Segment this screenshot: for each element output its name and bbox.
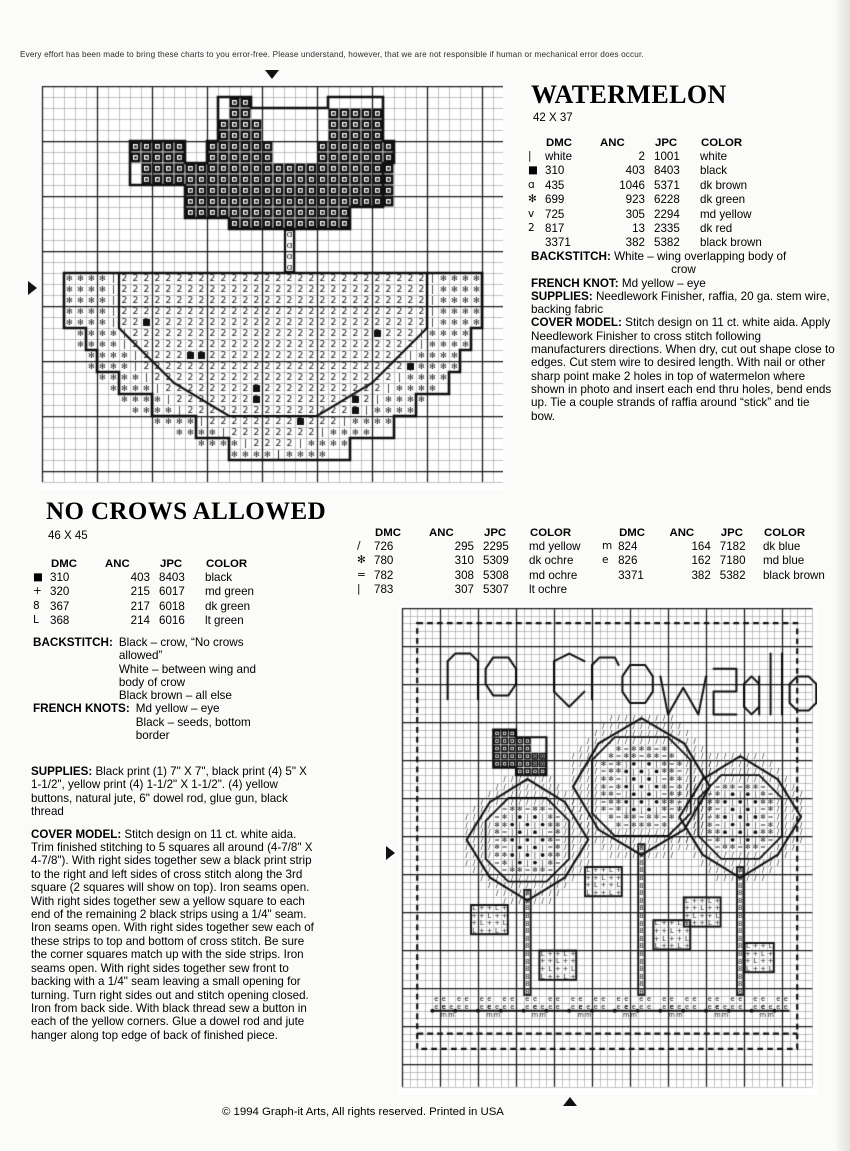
- palette-dmc: 320: [50, 585, 70, 599]
- palette-dmc: 368: [50, 614, 70, 628]
- palette-anc: 2: [638, 150, 645, 163]
- palette-color: dk blue: [762, 540, 801, 553]
- col-symbol: [357, 526, 374, 540]
- palette-jpc: 5308: [483, 568, 509, 582]
- palette-dmc: white: [545, 150, 573, 163]
- palette-jpc: 5382: [719, 568, 746, 582]
- palette-anc: 217: [130, 599, 150, 613]
- col-symbol: [33, 557, 50, 571]
- palette-anc: 403: [130, 571, 150, 584]
- palette-anc: 215: [130, 585, 150, 599]
- watermelon-title: WATERMELON: [531, 80, 727, 109]
- col-color: COLOR: [206, 558, 248, 570]
- palette-color: black: [700, 164, 728, 178]
- palette-jpc: 5382: [654, 236, 680, 250]
- crows-palette-table-3: [602, 526, 850, 583]
- palette-row: [33, 585, 299, 599]
- watermelon-cover-line: [531, 316, 836, 422]
- palette-dmc: 699: [545, 193, 565, 207]
- watermelon-frenchknot-line: [531, 277, 836, 290]
- col-dmc: DMC: [619, 527, 646, 539]
- palette-row: [602, 540, 850, 554]
- palette-symbol: [528, 236, 545, 250]
- table-header-row: [357, 526, 623, 540]
- crows-cover-paragraph: [31, 828, 316, 1043]
- col-dmc: DMC: [51, 558, 77, 570]
- palette-color: black brown: [762, 568, 825, 582]
- col-jpc: JPC: [160, 558, 183, 570]
- palette-symbol: [602, 569, 618, 583]
- palette-anc: 305: [625, 207, 645, 221]
- palette-color: lt green: [205, 614, 244, 628]
- palette-symbol: e: [602, 554, 609, 567]
- french-knot-line: border: [135, 729, 170, 743]
- palette-row: [528, 193, 794, 207]
- palette-symbol: ■: [528, 164, 538, 177]
- backstitch-line: body of crow: [118, 675, 186, 689]
- palette-symbol: m: [602, 540, 613, 552]
- palette-dmc: 726: [374, 540, 394, 553]
- palette-anc: 162: [691, 554, 711, 568]
- palette-symbol: L: [33, 614, 39, 627]
- palette-row: [602, 554, 850, 568]
- palette-jpc: 2295: [483, 540, 509, 553]
- palette-color: dk green: [205, 599, 251, 613]
- backstitch-line: Black brown – all else: [118, 689, 232, 703]
- supplies-label: SUPPLIES:: [531, 289, 593, 303]
- palette-dmc: 725: [545, 207, 565, 221]
- palette-anc: 295: [454, 540, 474, 553]
- palette-dmc: 817: [545, 222, 565, 236]
- palette-row: [528, 236, 794, 250]
- crows-palette-body-1: [33, 571, 299, 629]
- palette-color: white: [700, 150, 728, 163]
- crows-palette-body-3: [602, 540, 850, 583]
- palette-symbol: ✻: [528, 193, 537, 206]
- cover-model-label: COVER MODEL:: [31, 827, 122, 841]
- crows-frenchknots-row: [33, 702, 333, 742]
- palette-jpc: 6017: [159, 585, 185, 599]
- palette-dmc: 783: [374, 583, 394, 597]
- copyright-notice: © 1994 Graph-it Arts, All rights reserved. Printed in USA: [222, 1106, 504, 1118]
- crows-bottom-center-marker: [563, 1097, 577, 1106]
- palette-row: [528, 164, 794, 178]
- palette-jpc: 6016: [159, 614, 185, 628]
- palette-color: black brown: [700, 236, 762, 250]
- palette-row: [357, 569, 623, 583]
- crows-size: 46 X 45: [48, 530, 88, 542]
- palette-dmc: 826: [618, 554, 638, 568]
- col-anc: ANC: [669, 527, 695, 539]
- palette-dmc: 782: [374, 568, 394, 582]
- watermelon-palette-table: [528, 136, 794, 251]
- backstitch-label: BACKSTITCH:: [33, 636, 113, 649]
- backstitch-line: White – between wing and: [118, 662, 256, 676]
- watermelon-left-center-marker: [28, 281, 37, 295]
- palette-symbol: |: [357, 583, 361, 596]
- crows-left-center-marker: [386, 846, 395, 860]
- palette-symbol: 2: [528, 222, 535, 235]
- french-knot-line: Black – seeds, bottom: [135, 715, 251, 729]
- palette-dmc: 3371: [545, 236, 571, 250]
- crows-backstitch-row: [33, 636, 333, 702]
- palette-dmc: 310: [545, 164, 565, 178]
- cover-model-value: Stitch design on 11 ct. white aida. Trim finished stitching to 5 squares all around (4-7/8" X 4-7/8"). With right sides together sew a black print strip to the right and left sides of cross stitch along the 3rd square (2 squares will show on top). Iron seams open. With right sides together sew a yellow square to each end of the remaining 2 black strips using a 1/4" seam. Iron seams open. With right sides together sew each of these strips to top and bottom of cross stitch. Be sure the corner squares match up with the side strips. Iron seams open. With right sides together sew front to backing with a 1/4" seam leaving a small opening for turning. Turn right sides out and stitch opening closed. Iron from back side. With black thread sew a button in each of the yellow corners. Glue a dowel rod and jute hanger along top edge of back of finished piece.: [31, 827, 314, 1042]
- palette-jpc: 5309: [483, 554, 509, 568]
- palette-dmc: 780: [374, 554, 394, 568]
- backstitch-value: White – wing overlapping body of: [614, 250, 787, 263]
- watermelon-backstitch-line-2: crow: [671, 263, 696, 277]
- french-knot-label: FRENCH KNOT:: [531, 276, 619, 290]
- palette-jpc: 7180: [719, 554, 746, 568]
- palette-jpc: 7182: [719, 540, 746, 553]
- no-crows-allowed-chart: [399, 605, 817, 1095]
- palette-color: md yellow: [529, 540, 581, 553]
- col-dmc: DMC: [546, 137, 572, 149]
- col-anc: ANC: [429, 527, 454, 539]
- palette-anc: 310: [454, 554, 474, 568]
- col-anc: ANC: [600, 137, 625, 149]
- palette-symbol: +: [33, 585, 42, 598]
- watermelon-backstitch-line: [531, 250, 836, 263]
- palette-row: [528, 179, 794, 193]
- watermelon-top-center-marker: [265, 70, 279, 79]
- palette-row: [528, 222, 794, 236]
- palette-symbol: ■: [33, 571, 43, 583]
- palette-row: [33, 600, 299, 614]
- palette-color: md yellow: [700, 207, 752, 221]
- watermelon-notes: [531, 250, 836, 423]
- palette-color: md blue: [762, 554, 805, 568]
- french-knot-value: Md yellow – eye: [621, 276, 706, 290]
- supplies-value: Needlework Finisher, raffia, 20 ga. stem wire, backing fabric: [531, 289, 830, 317]
- col-color: COLOR: [763, 527, 806, 539]
- french-knots-values: [130, 702, 251, 742]
- crows-supplies-paragraph: [31, 765, 316, 819]
- palette-anc: 308: [454, 568, 474, 582]
- palette-row: [528, 150, 794, 164]
- backstitch-values: [113, 636, 256, 702]
- palette-anc: 214: [130, 614, 150, 628]
- supplies-value: Black print (1) 7" X 7", black print (4) 5" X 1-1/2", yellow print (4) 1-1/2" X 1-1/2". (4) yellow buttons, natural jute, 6" dowel rod, glue gun, black thread: [31, 765, 307, 819]
- watermelon-size: 42 X 37: [533, 112, 573, 124]
- palette-color: black: [205, 571, 233, 584]
- palette-dmc: 367: [50, 599, 70, 613]
- watermelon-chart: [40, 84, 503, 490]
- palette-color: dk green: [700, 193, 746, 207]
- palette-jpc: 6018: [159, 599, 185, 613]
- palette-symbol: =: [357, 568, 366, 581]
- palette-jpc: 5307: [483, 583, 509, 597]
- col-jpc: JPC: [720, 527, 743, 539]
- backstitch-line: allowed”: [118, 649, 163, 663]
- watermelon-palette-body: [528, 150, 794, 251]
- crows-palette-body-2: [357, 540, 623, 598]
- palette-jpc: 2335: [654, 222, 680, 236]
- palette-anc: 307: [454, 583, 474, 597]
- palette-dmc: 435: [545, 178, 565, 192]
- col-color: COLOR: [701, 137, 743, 149]
- french-knot-line: Md yellow – eye: [135, 702, 220, 716]
- palette-dmc: 3371: [618, 568, 644, 582]
- palette-symbol: |: [528, 150, 532, 162]
- palette-row: [357, 540, 623, 554]
- cover-model-label: COVER MODEL:: [531, 316, 622, 330]
- palette-color: md green: [205, 585, 254, 599]
- crows-palette-table-1: [33, 557, 299, 629]
- palette-jpc: 1001: [654, 150, 680, 163]
- palette-symbol: /: [357, 540, 361, 552]
- palette-dmc: 824: [618, 540, 638, 553]
- palette-row: [33, 571, 299, 585]
- backstitch-line: Black – crow, “No crows: [118, 636, 244, 649]
- palette-anc: 382: [691, 568, 711, 582]
- palette-color: dk red: [700, 222, 733, 236]
- watermelon-supplies-line: [531, 290, 836, 317]
- palette-row: [357, 554, 623, 568]
- palette-color: dk brown: [700, 178, 748, 192]
- crows-chart-symbols: [399, 605, 817, 1095]
- col-jpc: JPC: [484, 527, 507, 539]
- palette-symbol: 8: [33, 599, 40, 612]
- palette-row: [33, 614, 299, 628]
- palette-color: dk ochre: [529, 554, 574, 568]
- palette-anc: 1046: [619, 178, 645, 192]
- crows-stitch-notes: [33, 636, 333, 742]
- crows-title: NO CROWS ALLOWED: [46, 498, 327, 525]
- table-header-row: [602, 526, 850, 540]
- palette-anc: 403: [625, 164, 645, 178]
- palette-symbol: ɑ: [528, 178, 535, 191]
- supplies-label: SUPPLIES:: [31, 765, 93, 778]
- col-anc: ANC: [105, 558, 130, 570]
- palette-jpc: 8403: [654, 164, 680, 178]
- palette-jpc: 5371: [654, 178, 680, 192]
- col-color: COLOR: [530, 527, 572, 539]
- palette-row: [602, 569, 850, 583]
- palette-color: lt ochre: [529, 583, 568, 597]
- palette-jpc: 8403: [159, 571, 185, 584]
- palette-symbol: ✻: [357, 554, 366, 567]
- palette-row: [357, 583, 623, 597]
- palette-row: [528, 208, 794, 222]
- palette-color: md ochre: [529, 568, 578, 582]
- col-dmc: DMC: [375, 527, 401, 539]
- palette-anc: 923: [625, 193, 645, 207]
- col-symbol: [602, 526, 618, 540]
- palette-jpc: 6228: [654, 193, 680, 207]
- watermelon-chart-symbols: [40, 84, 503, 490]
- french-knots-label: FRENCH KNOTS:: [33, 702, 130, 716]
- palette-anc: 164: [691, 540, 711, 553]
- table-header-row: [33, 557, 299, 571]
- palette-dmc: 310: [50, 571, 70, 584]
- col-symbol: [528, 136, 545, 150]
- crows-instructions: [31, 765, 316, 1051]
- crows-palette-table-2: [357, 526, 623, 598]
- disclaimer-text: Every effort has been made to bring these charts to you error-free. Please understand, however, that we are not responsible if human or mechanical error does occur.: [20, 50, 644, 59]
- cover-model-value: Stitch design on 11 ct. white aida. Apply Needlework Finisher to cross stitch following manufacturers directions. When dry, cut out shape close to edges. Cut stem wire to desired length. With nail or other sharp point make 2 holes in top of watermelon where shown in photo and insert each end thru holes, bend ends up. Tie a couple strands of raffia around “stick” and tie bow.: [531, 316, 835, 423]
- palette-symbol: v: [528, 207, 535, 220]
- table-header-row: [528, 136, 794, 150]
- palette-anc: 382: [625, 236, 645, 250]
- backstitch-label: BACKSTITCH:: [531, 250, 611, 263]
- col-jpc: JPC: [655, 137, 678, 149]
- palette-anc: 13: [632, 222, 645, 236]
- palette-jpc: 2294: [654, 207, 680, 221]
